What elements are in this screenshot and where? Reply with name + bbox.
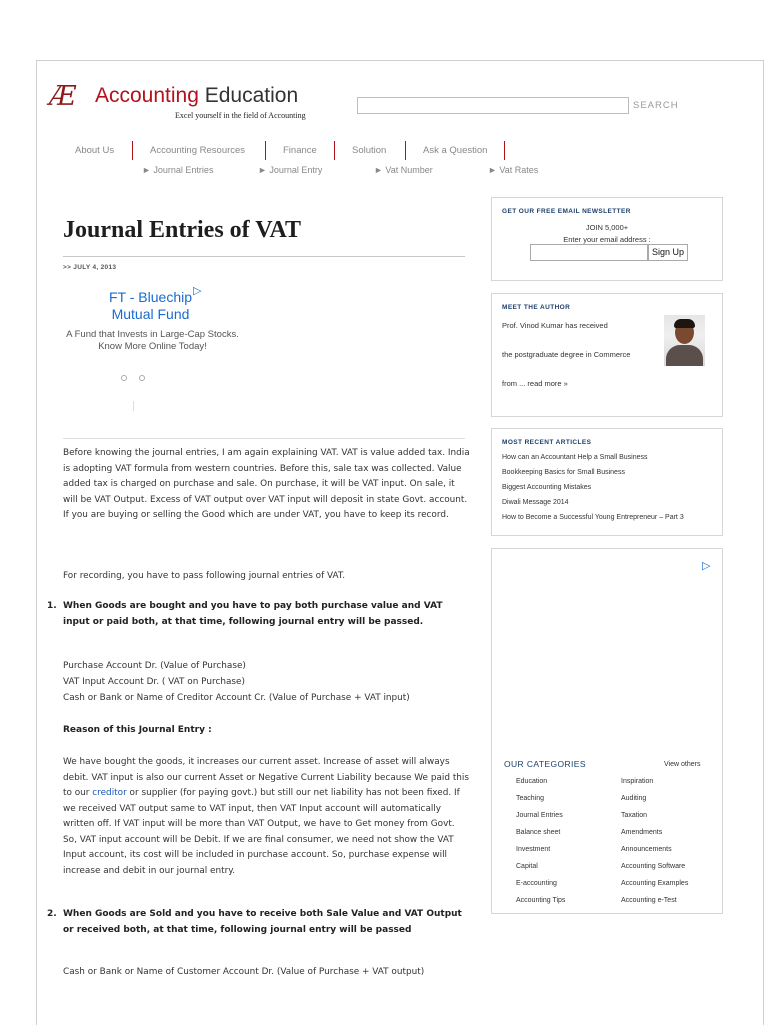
list-number: 2. xyxy=(47,909,57,919)
search-button[interactable]: SEARCH xyxy=(633,100,679,111)
author-title: MEET THE AUTHOR xyxy=(502,304,571,311)
categories-title: OUR CATEGORIES xyxy=(504,759,586,769)
nav-divider xyxy=(265,141,266,160)
content-divider xyxy=(63,438,465,439)
newsletter-prompt: Enter your email address : xyxy=(563,235,651,244)
category-link[interactable]: Auditing xyxy=(621,795,647,802)
category-link[interactable]: Accounting Software xyxy=(621,863,686,870)
subnav-vat-number[interactable]: ► Vat Number xyxy=(374,165,433,175)
author-avatar xyxy=(664,315,705,366)
ad-dot-icon[interactable] xyxy=(121,375,127,381)
recent-article-link[interactable]: How to Become a Successful Young Entrepreneur – Part 3 xyxy=(502,514,684,521)
entry-line: Cash or Bank or Name of Customer Account Dr. (Value of Purchase + VAT output) xyxy=(63,967,425,977)
site-tagline: Excel yourself in the field of Accounting xyxy=(175,111,306,120)
newsletter-widget xyxy=(491,197,723,281)
category-link[interactable]: Amendments xyxy=(621,829,663,836)
nav-divider xyxy=(334,141,335,160)
newsletter-title: GET OUR FREE EMAIL NEWSLETTER xyxy=(502,208,631,215)
site-title[interactable] xyxy=(95,84,298,108)
category-link[interactable]: Balance sheet xyxy=(516,829,561,836)
ad-body[interactable]: A Fund that Invests in Large-Cap Stocks. Know More Online Today! xyxy=(66,329,239,352)
title-divider xyxy=(63,256,465,257)
nav-about-us[interactable]: About Us xyxy=(75,145,115,156)
ad-choices-icon[interactable]: ▷ xyxy=(193,284,202,297)
ad-divider xyxy=(133,401,134,411)
nav-accounting-resources[interactable]: Accounting Resources xyxy=(150,145,246,156)
recent-article-link[interactable]: Biggest Accounting Mistakes xyxy=(502,484,592,491)
category-link[interactable]: E-accounting xyxy=(516,880,557,887)
subnav-journal-entries[interactable]: ► Journal Entries xyxy=(142,165,214,175)
category-link[interactable]: Accounting e-Test xyxy=(621,897,677,904)
recent-article-link[interactable]: How can an Accountant Help a Small Business xyxy=(502,454,648,461)
creditor-link[interactable]: creditor xyxy=(92,788,127,798)
ad-headline[interactable]: FT - Bluechip Mutual Fund xyxy=(109,289,192,322)
nav-divider xyxy=(405,141,406,160)
nav-divider xyxy=(504,141,505,160)
article-date: >> JULY 4, 2013 xyxy=(63,264,117,271)
category-link[interactable]: Teaching xyxy=(516,795,545,802)
email-field[interactable] xyxy=(530,244,648,261)
category-link[interactable]: Capital xyxy=(516,863,538,870)
ad-choices-icon[interactable]: ▷ xyxy=(702,559,711,572)
recent-title: MOST RECENT ARTICLES xyxy=(502,439,592,446)
subnav-journal-entry[interactable]: ► Journal Entry xyxy=(258,165,323,175)
recent-articles-widget xyxy=(491,428,723,536)
nav-finance[interactable]: Finance xyxy=(283,145,317,156)
category-link[interactable]: Investment xyxy=(516,846,551,853)
search-input[interactable] xyxy=(357,97,629,114)
avatar-hair xyxy=(674,319,695,328)
case1-heading: When Goods are bought and you have to pay both purchase value and VAT input or paid both, at that time, following journal entry will be passed. xyxy=(63,601,443,627)
category-link[interactable]: Announcements xyxy=(621,846,672,853)
newsletter-join: JOIN 5,000+ xyxy=(585,223,629,232)
avatar-body xyxy=(666,345,703,366)
nav-ask-a-question[interactable]: Ask a Question xyxy=(423,145,488,156)
nav-divider xyxy=(132,141,133,160)
entry-line: Cash or Bank or Name of Creditor Account Cr. (Value of Purchase + VAT input) xyxy=(63,693,410,703)
author-line: Prof. Vinod Kumar has received xyxy=(502,321,608,330)
article-title: Journal Entries of VAT xyxy=(63,217,302,243)
author-line: the postgraduate degree in Commerce xyxy=(502,350,631,359)
ad-dot-icon[interactable] xyxy=(139,375,145,381)
subnav-vat-rates[interactable]: ► Vat Rates xyxy=(488,165,539,175)
view-others-link[interactable]: View others xyxy=(664,761,701,768)
category-link[interactable]: Accounting Examples xyxy=(621,880,689,887)
recent-article-link[interactable]: Diwali Message 2014 xyxy=(502,499,569,506)
reason-heading: Reason of this Journal Entry : xyxy=(63,725,212,735)
category-link[interactable]: Education xyxy=(516,778,548,785)
case2-heading: When Goods are Sold and you have to receive both Sale Value and VAT Output or received both, at that time, following journal entry will be passed xyxy=(63,909,462,935)
intro-paragraph: Before knowing the journal entries, I am again explaining VAT. VAT is value added tax. India is adopting VAT formula from western countries. Before this, sale tax was collected. Value added tax is charged on purchase and sale. On purchase, it will be VAT input. On sale, it will be VAT Output. Excess of VAT output over VAT input will deposit in state Govt. account. If you are buying or selling the Good which are under VAT, you have to keep its record. xyxy=(63,448,470,520)
site-title-education: Education xyxy=(204,84,299,107)
category-link[interactable]: Taxation xyxy=(621,812,648,819)
list-number: 1. xyxy=(47,601,57,611)
page-frame xyxy=(36,60,764,1025)
category-link[interactable]: Journal Entries xyxy=(516,812,563,819)
recent-article-link[interactable]: Bookkeeping Basics for Small Business xyxy=(502,469,625,476)
categories-widget xyxy=(491,548,723,914)
author-widget xyxy=(491,293,723,417)
recording-paragraph: For recording, you have to pass following journal entries of VAT. xyxy=(63,571,346,581)
category-link[interactable]: Accounting Tips xyxy=(516,897,566,904)
sign-up-button[interactable]: Sign Up xyxy=(648,244,688,261)
reason-paragraph xyxy=(63,755,471,879)
category-link[interactable]: Inspiration xyxy=(621,778,654,785)
logo-icon[interactable]: Æ xyxy=(49,81,74,112)
entry-line: Purchase Account Dr. (Value of Purchase) xyxy=(63,661,246,671)
entry-line: VAT Input Account Dr. ( VAT on Purchase) xyxy=(63,677,245,687)
nav-solution[interactable]: Solution xyxy=(352,145,387,156)
reason-text: We have bought the goods, it increases our current asset. Increase of asset will always debit. VAT input is also our current Asset or Negative Current Liability because We paid this to our xyxy=(63,757,470,798)
read-more-link[interactable]: from ... read more » xyxy=(502,379,568,388)
reason-text: or supplier (for paying govt.) but still our net liability has not been fixed. If we received VAT output same to VAT input, then VAT Input account will automatically written off. If VAT input will be more than VAT Output, we have to Get money from Govt. So, VAT input account will be Debit. If we are final consumer, we need not show the VAT Input account, its cost will be included in purchase account. So, purchase expense will increase and debit in our journal entry. xyxy=(63,788,460,876)
site-title-accounting: Accounting xyxy=(95,84,199,107)
